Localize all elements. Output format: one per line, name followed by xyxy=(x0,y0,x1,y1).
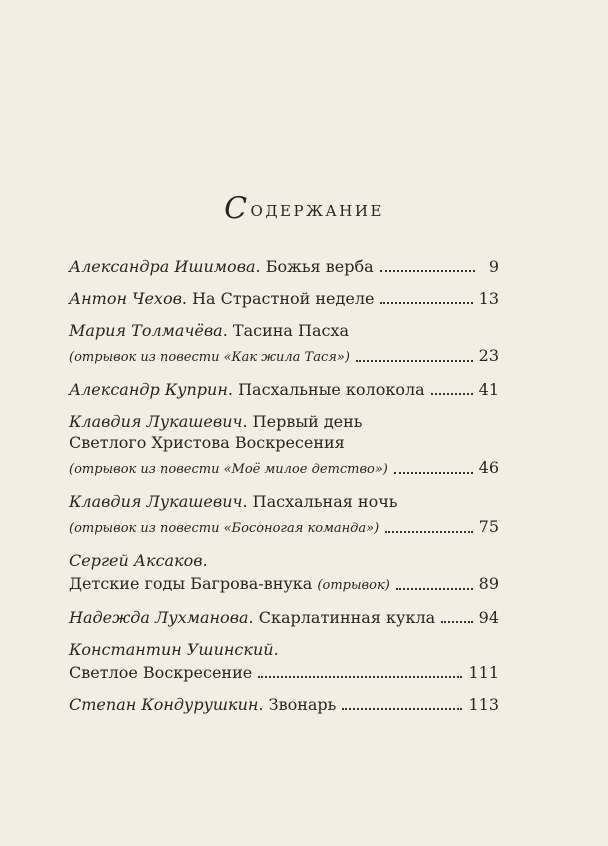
entry-title: Звонарь xyxy=(268,695,337,714)
entry-author: Константин Ушинский xyxy=(69,640,274,659)
toc-entry[interactable]: Надежда Лухманова . Скарлатинная кукла 94 xyxy=(69,608,499,627)
heading-text: одержание xyxy=(250,197,384,222)
entry-author: Александра Ишимова xyxy=(69,257,256,276)
page-number: 94 xyxy=(478,608,499,627)
entry-note: (отрывок из повести «Босоногая команда») xyxy=(69,521,380,536)
page-number: 113 xyxy=(468,695,499,714)
toc-entry[interactable]: Степан Кондурушкин . Звонарь 113 xyxy=(69,695,499,714)
toc-entry[interactable]: Мария Толмачёва . Тасина Пасха (отрывок из повести «Как жила Тася») 23 xyxy=(69,320,499,368)
toc-entry[interactable]: Александра Ишимова . Божья верба 9 xyxy=(69,257,499,276)
toc-entry[interactable]: Антон Чехов . На Страстной неделе 13 xyxy=(69,289,499,308)
heading-dropcap: С xyxy=(224,191,250,226)
entry-title-continued: Светлого Христова Воскресения xyxy=(69,433,345,452)
dot-leader xyxy=(441,621,473,623)
entry-author: Сергей Аксаков xyxy=(69,551,203,570)
page-number: 41 xyxy=(478,380,499,399)
toc-entry[interactable]: Клавдия Лукашевич . Пасхальная ночь (отрывок из повести «Босоногая команда») 75 xyxy=(69,491,499,539)
dot-leader xyxy=(394,472,473,474)
dot-leader xyxy=(385,531,472,533)
dot-leader xyxy=(396,588,473,590)
page-number: 9 xyxy=(488,257,499,276)
entry-title: На Страстной неделе xyxy=(192,289,375,308)
table-of-contents xyxy=(69,256,499,715)
page-number: 111 xyxy=(468,663,499,682)
dot-leader xyxy=(356,360,473,362)
toc-entry[interactable]: Сергей Аксаков . Детские годы Багрова-внука (отрывок) 89 xyxy=(69,550,499,596)
entry-author: Надежда Лухманова xyxy=(69,608,249,627)
dot-leader xyxy=(380,270,475,272)
entry-author: Клавдия Лукашевич xyxy=(69,412,243,431)
entry-title: Детские годы Багрова-внука xyxy=(69,574,313,593)
entry-note: (отрывок) xyxy=(317,578,390,593)
entry-title: Скарлатинная кукла xyxy=(258,608,436,627)
entry-author: Мария Толмачёва xyxy=(69,321,223,340)
page-number: 46 xyxy=(478,458,499,477)
entry-title: Божья верба xyxy=(265,257,374,276)
toc-entry[interactable]: Константин Ушинский . Светлое Воскресение 111 xyxy=(69,640,499,682)
page-number: 89 xyxy=(478,574,499,593)
entry-title: Пасхальная ночь xyxy=(252,492,398,511)
entry-title: Тасина Пасха xyxy=(232,321,350,340)
dot-leader xyxy=(431,393,473,395)
toc-entry[interactable]: Александр Куприн . Пасхальные колокола 41 xyxy=(69,380,499,399)
dot-leader xyxy=(258,676,462,678)
entry-author: Антон Чехов xyxy=(69,289,182,308)
toc-entry[interactable]: Клавдия Лукашевич . Первый день Светлого Христова Воскресения (отрывок из повести «Моё милое детство») 46 xyxy=(69,411,499,480)
contents-heading xyxy=(0,191,608,226)
dot-leader xyxy=(380,302,472,304)
entry-author: Степан Кондурушкин xyxy=(69,695,259,714)
dot-leader xyxy=(342,708,462,710)
entry-note: (отрывок из повести «Моё милое детство») xyxy=(69,462,388,477)
page-number: 75 xyxy=(478,517,499,536)
page-number: 23 xyxy=(478,346,499,365)
entry-title: Пасхальные колокола xyxy=(238,380,425,399)
entry-author: Александр Куприн xyxy=(69,380,228,399)
entry-title: Первый день xyxy=(252,412,363,431)
page-number: 13 xyxy=(478,289,499,308)
entry-title: Светлое Воскресение xyxy=(69,663,253,682)
entry-note: (отрывок из повести «Как жила Тася») xyxy=(69,350,350,365)
entry-author: Клавдия Лукашевич xyxy=(69,492,243,511)
